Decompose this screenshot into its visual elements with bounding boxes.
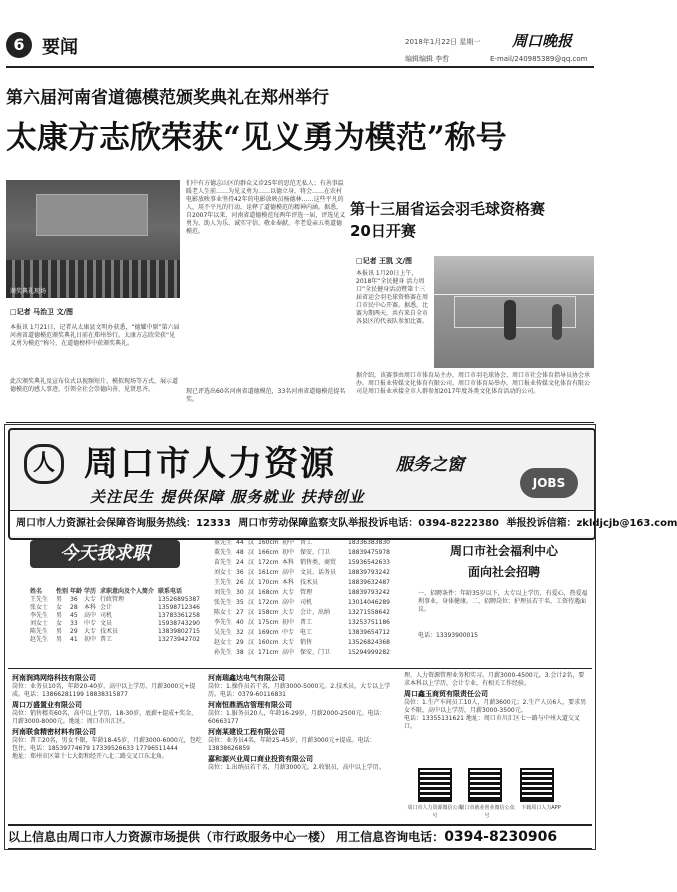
mid-jobs-row <box>214 618 414 628</box>
mid-jobs-cell: 158cm <box>258 609 279 616</box>
today-jobs-cell: 男 <box>56 636 63 643</box>
today-jobs-header-cell: 年龄 <box>70 588 83 595</box>
mid-jobs-cell: 172cm <box>258 559 279 566</box>
mid-jobs-cell: 刘女士 <box>214 569 233 576</box>
mid-jobs-table <box>214 538 414 658</box>
mid-jobs-cell: 27 <box>236 609 244 616</box>
mid-jobs-cell: 汉 <box>248 639 255 646</box>
section-title: 要闻 <box>42 37 78 58</box>
mid-jobs-cell: 18839632487 <box>348 579 390 586</box>
mid-jobs-cell: 汉 <box>248 579 255 586</box>
mid-jobs-cell: 高中 <box>282 649 295 656</box>
mid-jobs-cell: 汉 <box>248 599 255 606</box>
today-jobs-row <box>30 604 210 612</box>
mid-jobs-cell: 169cm <box>258 629 279 636</box>
mid-jobs-cell: 13839654712 <box>348 629 390 636</box>
mid-jobs-cell: 汉 <box>248 609 255 616</box>
article2-photo <box>434 256 594 368</box>
today-jobs-cell: 女 <box>56 620 63 627</box>
welfare-title-line1: 周口市社会福利中心 <box>449 544 558 558</box>
company-name: 嘉和源兴业周口商业投资有限公司 <box>208 755 313 763</box>
mid-jobs-cell: 保安、门卫 <box>300 649 331 656</box>
mid-jobs-cell: 166cm <box>258 549 279 556</box>
article1-kicker: 第六届河南省道德模范颁奖典礼在郑州举行 <box>6 88 329 108</box>
today-jobs-cell: 13273942702 <box>158 636 200 643</box>
today-jobs-cell: 33 <box>70 620 78 627</box>
today-jobs-header-cell: 求职意向及个人简介 <box>100 588 155 595</box>
company-details: 岗位：1.操作员若干名，月薪3000-5000元。2.技术员，大专以上学历。电话：0379-60116831 <box>208 683 391 698</box>
article2-headline-line2: 20日开赛 <box>350 222 416 240</box>
mid-jobs-cell: 35 <box>236 599 244 606</box>
mid-jobs-cell: 汉 <box>248 629 255 636</box>
mid-jobs-cell: 高中 <box>282 599 295 606</box>
today-jobs-header-cell: 性别 <box>56 588 69 595</box>
today-jobs-row <box>30 628 210 636</box>
article1-photo <box>6 180 180 298</box>
mid-jobs-cell: 董先生 <box>214 549 233 556</box>
mid-jobs-cell: 李先生 <box>214 619 233 626</box>
mid-jobs-cell: 汉 <box>248 589 255 596</box>
mid-jobs-row <box>214 588 414 598</box>
mid-jobs-row <box>214 568 414 578</box>
mid-jobs-cell: 中专 <box>282 629 295 636</box>
company-details: 地址：郑州市区第十七大街和经开八北二路交叉口东北角。 <box>12 753 169 760</box>
mid-jobs-cell: 孙先生 <box>214 649 233 656</box>
header-date: 2018年1月22日 星期一 <box>405 38 481 46</box>
mid-jobs-cell: 文员、话务员 <box>300 569 337 576</box>
article1-lead: 本报讯 1月21日，记者从太康县文明办获悉，“德耀中原”第六届河南省道德模范颁奖典礼日前在郑州举行。太康方志欣荣获“见义勇为模范”称号，在道德榜样中获颁奖典礼。 <box>10 324 180 347</box>
welfare-title-line2: 面向社会招聘 <box>467 565 540 579</box>
mid-jobs-cell: 13014046289 <box>348 599 390 606</box>
companies-col2 <box>208 672 398 822</box>
today-jobs-cell: 13598712346 <box>158 604 200 611</box>
paper-name: 周口晚报 <box>512 32 573 50</box>
mid-jobs-cell: 赵女士 <box>214 639 233 646</box>
today-jobs-cell: 司机 <box>100 612 113 619</box>
company-details: 岗位：1.出纳员若干名，月薪3000元。2.收银员，高中以上学历。 <box>208 764 385 771</box>
today-jobs-header-cell: 学历 <box>84 588 97 595</box>
mid-jobs-cell: 13526824368 <box>348 639 390 646</box>
today-jobs-cell: 刘女士 <box>30 620 49 627</box>
mid-jobs-cell: 44 <box>236 539 244 546</box>
page-number-badge: 6 <box>6 32 32 58</box>
today-jobs-cell: 36 <box>70 596 78 603</box>
mid-jobs-cell: 15936542633 <box>348 559 390 566</box>
mid-jobs-cell: 销售 <box>300 639 313 646</box>
welfare-contact: 电话：13393900015 <box>418 632 478 639</box>
news-section-rule <box>6 422 594 423</box>
complaint-label: 周口市劳动保障监察支队举报投诉电话： <box>238 518 419 529</box>
company-name: 周口万盛置业有限公司 <box>12 701 82 709</box>
article1-col2: 们中有方德志山区的群众义诊25年的思范无私人；有善事温暖老人生前……为见义勇为……以德立身，将会……在农村电影放映事业坚持42年的电影放映员杨德林……这些平凡的人，用不平凡的行动，诠释了道德模范的精神内涵。据悉，自2007年以来，河南省道德模范每两年评选一届，评选见义勇为、助人为乐、诚实守信、敬业奉献、孝老爱亲五类道德模范。 <box>186 180 346 235</box>
mid-jobs-cell: 大专 <box>282 639 295 646</box>
mid-jobs-cell: 48 <box>236 549 244 556</box>
mid-jobs-cell: 会计、出纳 <box>300 609 331 616</box>
mid-jobs-cell: 汉 <box>248 559 255 566</box>
jobs-divider <box>8 668 592 669</box>
mid-jobs-cell: 张先生 <box>214 599 233 606</box>
article1-tail: 现已评选出60名河南省道德模范，33名河南省道德模范提名奖。 <box>186 388 346 403</box>
today-jobs-cell: 41 <box>70 636 78 643</box>
mid-jobs-cell: 160cm <box>258 639 279 646</box>
mid-jobs-cell: 销售类、商贸 <box>300 559 337 566</box>
mid-jobs-cell: 汉 <box>248 649 255 656</box>
companies-col3 <box>404 672 590 764</box>
today-jobs-cell: 王先生 <box>30 596 49 603</box>
mid-jobs-cell: 初中 <box>282 619 295 626</box>
mid-jobs-cell: 13271558642 <box>348 609 390 616</box>
today-jobs-cell: 技术员 <box>100 628 119 635</box>
mid-jobs-cell: 技术员 <box>300 579 319 586</box>
hotline-number: 12333 <box>196 518 231 529</box>
mid-jobs-cell: 刘先生 <box>214 589 233 596</box>
company-details: 岗位：业务员4名，年龄25-45岁，月薪3000元+提成。电话：13838626859 <box>208 737 376 752</box>
today-jobs-cell: 29 <box>70 628 78 635</box>
today-jobs-cell: 男 <box>56 612 63 619</box>
mid-jobs-row <box>214 598 414 608</box>
today-jobs-cell: 28 <box>70 604 78 611</box>
mid-jobs-cell: 32 <box>236 629 244 636</box>
mid-jobs-cell: 汉 <box>248 539 255 546</box>
company-details: 岗位：销售精英60名，高中以上学历，18-30岁，底薪+提成+奖金，月薪3000-8000元。地址：周口市川汇区。 <box>12 710 198 725</box>
today-jobs-cell: 13839802715 <box>158 628 200 635</box>
today-jobs-cell: 13783361258 <box>158 612 200 619</box>
article1-byline: □记者 马治卫 文/图 <box>10 308 74 316</box>
today-jobs-header-cell: 姓名 <box>30 588 43 595</box>
today-jobs-cell: 男 <box>56 628 63 635</box>
today-jobs-row <box>30 636 210 644</box>
header-rule <box>6 66 594 68</box>
mid-jobs-cell: 初中 <box>282 539 295 546</box>
today-jobs-cell: 男 <box>56 596 63 603</box>
article2-headline-line1: 第十三届省运会羽毛球资格赛 <box>350 200 546 218</box>
hr-banner <box>8 428 677 540</box>
today-jobs-header <box>30 588 210 596</box>
mid-jobs-cell: 175cm <box>258 619 279 626</box>
mid-jobs-row <box>214 578 414 588</box>
today-jobs-cell: 高中 <box>84 612 97 619</box>
today-jobs-cell: 行政管理 <box>100 596 125 603</box>
mid-jobs-cell: 15294999282 <box>348 649 390 656</box>
hr-slogan: 关注民生 提供保障 服务就业 扶持创业 <box>90 488 365 506</box>
mid-jobs-cell: 36 <box>236 569 244 576</box>
qr-label-1: 周口市人力资源微信公众号 <box>407 805 463 819</box>
mid-jobs-cell: 董先生 <box>214 539 233 546</box>
article1-photo-caption: 颁奖典礼现场 <box>10 288 47 295</box>
today-jobs-row <box>30 612 210 620</box>
qr-code-wechat-hr[interactable] <box>418 768 452 802</box>
company-name: 河南润鸿网络科技有限公司 <box>12 674 96 682</box>
mid-jobs-cell: 168cm <box>258 589 279 596</box>
today-jobs-cell: 张女士 <box>30 604 49 611</box>
mid-jobs-cell: 38 <box>236 649 244 656</box>
mid-jobs-row <box>214 638 414 648</box>
today-jobs-cell: 陈先生 <box>30 628 49 635</box>
welfare-box <box>418 540 590 664</box>
mid-jobs-cell: 电工 <box>300 629 313 636</box>
today-jobs-cell: 45 <box>70 612 78 619</box>
mid-jobs-cell: 18839793242 <box>348 589 390 596</box>
mid-jobs-cell: 29 <box>236 639 244 646</box>
mid-jobs-cell: 苗先生 <box>214 559 233 566</box>
company-details: 岗位：1.生产车间员工10人，月薪3600元；2.生产人员6人，要求男女不限，高中以上学历，月薪3000-3500元。 <box>404 699 587 714</box>
mid-jobs-cell: 40 <box>236 619 244 626</box>
qr-code-wechat-jobs[interactable] <box>468 768 502 802</box>
header-email: E-mail/240985389@qq.com <box>490 55 588 63</box>
company-details: 理、人力资源管理业务和实习。月薪3000-4500元。3.会计2名，要求本科以上学历，会计专业，有相关工作经验。 <box>404 672 585 687</box>
today-jobs-cell: 本科 <box>84 604 97 611</box>
mid-jobs-cell: 初中 <box>282 549 295 556</box>
company-name: 河南某建设工程有限公司 <box>208 728 285 736</box>
footer-bar <box>8 824 592 850</box>
mid-jobs-cell: 26 <box>236 579 244 586</box>
mid-jobs-cell: 160cm <box>258 539 279 546</box>
mid-jobs-cell: 170cm <box>258 579 279 586</box>
today-jobs-row <box>30 620 210 628</box>
mid-jobs-cell: 吴先生 <box>214 629 233 636</box>
mid-jobs-row <box>214 648 414 658</box>
companies-col1 <box>12 672 202 822</box>
article1-headline: 太康方志欣荣获“见义勇为模范”称号 <box>6 120 507 156</box>
mid-jobs-row <box>214 548 414 558</box>
mid-jobs-cell: 13253751186 <box>348 619 390 626</box>
company-details: 岗位：1.服务员20人，年龄16-29岁，月薪2000-2500元。电话：60663177 <box>208 710 386 725</box>
mid-jobs-cell: 161cm <box>258 569 279 576</box>
today-jobs-cell: 13526895387 <box>158 596 200 603</box>
company-name: 周口鑫玉商贸有限责任公司 <box>404 690 488 698</box>
jobs-badge: JOBS <box>520 468 578 498</box>
mid-jobs-cell: 18839793242 <box>348 569 390 576</box>
qr-code-app[interactable] <box>520 768 554 802</box>
mid-jobs-cell: 保安、门卫 <box>300 549 331 556</box>
email-address: zkldjcjb@163.com <box>576 518 677 529</box>
mid-jobs-cell: 18839475978 <box>348 549 390 556</box>
company-name: 河南瑞鑫达电气有限公司 <box>208 674 285 682</box>
mid-jobs-cell: 高中 <box>282 569 295 576</box>
footer-phone: 0394-8230906 <box>444 829 558 845</box>
footer-text: 以上信息由周口市人力资源市场提供（市行政服务中心一楼） 用工信息咨询电话： <box>8 830 445 844</box>
today-jobs-cell: 文员 <box>100 620 113 627</box>
today-jobs-cell: 15938743290 <box>158 620 200 627</box>
mid-jobs-cell: 陈女士 <box>214 609 233 616</box>
mid-jobs-cell: 大专 <box>282 589 295 596</box>
company-details: 电话：13355131621 地址：周口市川汇区七一路与中州大道交叉口。 <box>404 715 580 730</box>
article2-text: 本报讯 1月20日上午，2018年“全民健身 活力周口”全民健身活动暨第十三届省运会羽毛球资格赛在周口市民中心开赛。据悉，比赛为期两天，共有来自全市各县区的代表队参加比赛。 <box>356 270 429 325</box>
today-jobs-cell: 大专 <box>84 628 97 635</box>
mid-jobs-row <box>214 628 414 638</box>
mid-jobs-cell: 汉 <box>248 619 255 626</box>
company-details: 岗位：普工20名，男女不限，年龄18-45岁，月薪3000-6000元，包吃包住。电话：18539774679 17339526633 17796511444 <box>12 737 202 752</box>
mid-jobs-cell: 171cm <box>258 649 279 656</box>
today-jobs-header-cell: 联系电话 <box>158 588 183 595</box>
welfare-text: 一、招聘条件：年龄35岁以下，大专以上学历，有爱心，热爱福利事业，身体健康。二、招聘岗位：护理员若干名、工资待遇面议。 <box>418 590 588 613</box>
today-jobs-title: 今天我求职 <box>30 540 180 568</box>
mid-jobs-cell: 普工 <box>300 539 313 546</box>
article2-byline: □记者 王凯 文/图 <box>356 257 413 265</box>
mid-jobs-cell: 本科 <box>282 559 295 566</box>
hr-logo: 人 <box>24 444 64 484</box>
today-jobs-cell: 初中 <box>84 636 97 643</box>
mid-jobs-cell: 普工 <box>300 619 313 626</box>
mid-jobs-cell: 汉 <box>248 549 255 556</box>
today-jobs-cell: 大专 <box>84 596 97 603</box>
today-jobs-cell: 中专 <box>84 620 97 627</box>
today-jobs-cell: 李先生 <box>30 612 49 619</box>
mid-jobs-cell: 30 <box>236 589 244 596</box>
mid-jobs-cell: 大专 <box>282 609 295 616</box>
mid-jobs-cell: 汉 <box>248 569 255 576</box>
today-jobs-cell: 会计 <box>100 604 113 611</box>
complaint-number: 0394-8222380 <box>418 518 499 529</box>
qr-label-2: 周口市就业创业微信公众号 <box>459 805 515 819</box>
hr-hotline-bar <box>10 510 677 536</box>
mid-jobs-cell: 管理 <box>300 589 313 596</box>
today-jobs-cell: 赵先生 <box>30 636 49 643</box>
mid-jobs-row <box>214 608 414 618</box>
mid-jobs-cell: 172cm <box>258 599 279 606</box>
hotline-label: 周口市人力资源社会保障咨询服务热线： <box>16 518 196 529</box>
qr-label-3: 下载周口人力APP <box>521 805 561 811</box>
mid-jobs-cell: 本科 <box>282 579 295 586</box>
company-details: 岗位：业务员10名，年龄20-40岁，高中以上学历，月薪3000元+提成。电话：13866281199 18838315877 <box>12 683 196 698</box>
today-jobs-table <box>30 588 210 644</box>
company-name: 河南联食精密材料有限公司 <box>12 728 96 736</box>
mid-jobs-cell: 18336383830 <box>348 539 390 546</box>
mid-jobs-cell: 王先生 <box>214 579 233 586</box>
hr-subtitle: 服务之窗 <box>396 455 464 475</box>
company-name: 河南恒鼎酒店管理有限公司 <box>208 701 292 709</box>
today-jobs-cell: 女 <box>56 604 63 611</box>
article2-text2: 据介绍，该赛事由周口市体育局主办，周口市羽毛球协会、周口市社会体育指导员协会承办。周口报业传媒文化体育有限公司、周口市体育局举办，周口报业传媒文化体育有限公司是周口报业承接全市人群参加2017年度各类文化体育活动的公司。 <box>356 372 591 395</box>
hr-title: 周口市人力资源 <box>84 444 336 484</box>
today-jobs-cell: 普工 <box>100 636 113 643</box>
mid-jobs-row <box>214 558 414 568</box>
mid-jobs-cell: 24 <box>236 559 244 566</box>
article1-para2: 此次颁奖典礼及宣布仪式以视频短片、模拟现场等方式，展示道德模范的感人事迹，引领全社会崇德向善、见贤思齐。 <box>10 378 179 393</box>
today-jobs-row <box>30 596 210 604</box>
mid-jobs-cell: 司机 <box>300 599 313 606</box>
header-editor: 编辑编辑 李哲 <box>405 55 450 63</box>
mid-jobs-row <box>214 538 414 548</box>
email-label: 举报投诉信箱： <box>506 518 577 529</box>
